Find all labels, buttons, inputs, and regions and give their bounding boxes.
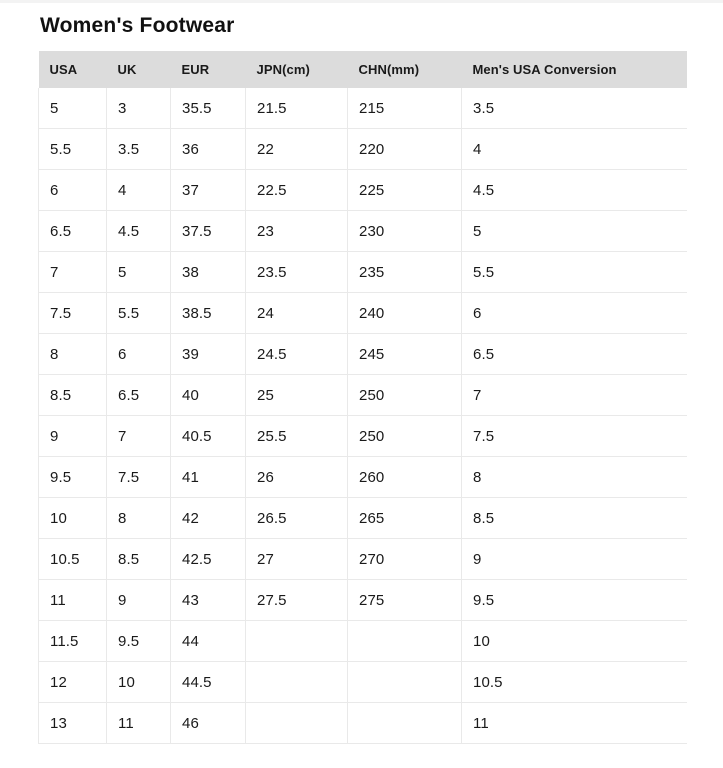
table-cell <box>348 621 462 662</box>
table-cell: 8 <box>107 498 171 539</box>
table-cell: 8 <box>39 334 107 375</box>
table-row <box>39 293 687 334</box>
table-cell: 25 <box>246 375 348 416</box>
page-title: Women's Footwear <box>40 14 235 37</box>
table-cell: 7 <box>39 252 107 293</box>
table-cell: 42.5 <box>171 539 246 580</box>
column-header-chn-mm: CHN(mm) <box>348 51 462 88</box>
table-cell: 4.5 <box>107 211 171 252</box>
table-cell: 7.5 <box>107 457 171 498</box>
table-row <box>39 580 687 621</box>
table-cell: 27 <box>246 539 348 580</box>
table-cell: 21.5 <box>246 88 348 129</box>
table-cell: 5 <box>107 252 171 293</box>
table-cell: 38.5 <box>171 293 246 334</box>
table-cell: 270 <box>348 539 462 580</box>
table-cell: 9.5 <box>462 580 687 621</box>
table-cell: 6 <box>107 334 171 375</box>
table-cell: 8.5 <box>39 375 107 416</box>
table-cell: 235 <box>348 252 462 293</box>
table-cell: 5.5 <box>107 293 171 334</box>
table-cell: 6.5 <box>462 334 687 375</box>
table-row <box>39 498 687 539</box>
table-cell: 5 <box>39 88 107 129</box>
table-cell: 4.5 <box>462 170 687 211</box>
table-cell: 8.5 <box>107 539 171 580</box>
table-cell: 11 <box>462 703 687 744</box>
womens-footwear-size-table <box>38 51 687 744</box>
table-cell: 4 <box>462 129 687 170</box>
table-cell <box>348 662 462 703</box>
table-row <box>39 334 687 375</box>
size-chart-page <box>0 3 723 744</box>
table-row <box>39 539 687 580</box>
table-cell: 44.5 <box>171 662 246 703</box>
table-cell: 7 <box>462 375 687 416</box>
table-cell: 23 <box>246 211 348 252</box>
table-cell: 8 <box>462 457 687 498</box>
table-cell: 250 <box>348 416 462 457</box>
table-cell: 24 <box>246 293 348 334</box>
table-cell: 5.5 <box>39 129 107 170</box>
table-cell: 26.5 <box>246 498 348 539</box>
table-row <box>39 252 687 293</box>
column-header-usa: USA <box>39 51 107 88</box>
table-cell: 36 <box>171 129 246 170</box>
table-row <box>39 703 687 744</box>
table-cell: 3.5 <box>107 129 171 170</box>
table-cell: 8.5 <box>462 498 687 539</box>
table-cell: 9 <box>39 416 107 457</box>
table-cell: 245 <box>348 334 462 375</box>
table-cell: 24.5 <box>246 334 348 375</box>
table-cell: 12 <box>39 662 107 703</box>
table-row <box>39 375 687 416</box>
table-cell: 215 <box>348 88 462 129</box>
table-cell: 5.5 <box>462 252 687 293</box>
table-cell: 10.5 <box>39 539 107 580</box>
table-cell: 11 <box>39 580 107 621</box>
table-cell: 42 <box>171 498 246 539</box>
table-cell: 9.5 <box>107 621 171 662</box>
table-cell: 23.5 <box>246 252 348 293</box>
table-row <box>39 662 687 703</box>
table-cell: 230 <box>348 211 462 252</box>
table-cell: 3 <box>107 88 171 129</box>
table-row <box>39 211 687 252</box>
table-cell: 46 <box>171 703 246 744</box>
size-table-body <box>39 88 687 744</box>
header-row <box>39 51 687 88</box>
table-cell: 240 <box>348 293 462 334</box>
table-cell <box>348 703 462 744</box>
table-cell: 22 <box>246 129 348 170</box>
table-cell: 9.5 <box>39 457 107 498</box>
table-cell: 10 <box>107 662 171 703</box>
table-cell: 7.5 <box>462 416 687 457</box>
table-row <box>39 129 687 170</box>
table-cell: 38 <box>171 252 246 293</box>
table-cell <box>246 703 348 744</box>
table-row <box>39 621 687 662</box>
table-row <box>39 88 687 129</box>
table-cell: 26 <box>246 457 348 498</box>
table-cell <box>246 621 348 662</box>
column-header-mens-usa-conversion: Men's USA Conversion <box>462 51 687 88</box>
table-cell: 40 <box>171 375 246 416</box>
table-cell: 260 <box>348 457 462 498</box>
table-cell: 9 <box>107 580 171 621</box>
table-cell: 265 <box>348 498 462 539</box>
table-cell: 7.5 <box>39 293 107 334</box>
table-cell: 250 <box>348 375 462 416</box>
table-cell: 40.5 <box>171 416 246 457</box>
table-cell: 3.5 <box>462 88 687 129</box>
table-cell: 11.5 <box>39 621 107 662</box>
table-cell: 37.5 <box>171 211 246 252</box>
table-cell: 5 <box>462 211 687 252</box>
table-cell: 6.5 <box>39 211 107 252</box>
table-row <box>39 170 687 211</box>
table-cell: 39 <box>171 334 246 375</box>
table-row <box>39 457 687 498</box>
table-cell: 9 <box>462 539 687 580</box>
table-cell: 7 <box>107 416 171 457</box>
column-header-jpn-cm: JPN(cm) <box>246 51 348 88</box>
table-cell: 35.5 <box>171 88 246 129</box>
table-row <box>39 416 687 457</box>
table-cell: 11 <box>107 703 171 744</box>
table-cell: 225 <box>348 170 462 211</box>
table-cell: 25.5 <box>246 416 348 457</box>
table-cell: 4 <box>107 170 171 211</box>
column-header-eur: EUR <box>171 51 246 88</box>
table-cell: 41 <box>171 457 246 498</box>
table-cell: 44 <box>171 621 246 662</box>
table-cell: 6 <box>462 293 687 334</box>
table-cell: 13 <box>39 703 107 744</box>
table-cell: 220 <box>348 129 462 170</box>
table-cell: 6.5 <box>107 375 171 416</box>
column-header-uk: UK <box>107 51 171 88</box>
table-cell: 27.5 <box>246 580 348 621</box>
table-cell: 22.5 <box>246 170 348 211</box>
table-cell: 10.5 <box>462 662 687 703</box>
table-cell: 6 <box>39 170 107 211</box>
table-cell: 37 <box>171 170 246 211</box>
table-cell: 43 <box>171 580 246 621</box>
table-cell: 10 <box>39 498 107 539</box>
table-cell: 275 <box>348 580 462 621</box>
table-cell: 10 <box>462 621 687 662</box>
table-cell <box>246 662 348 703</box>
